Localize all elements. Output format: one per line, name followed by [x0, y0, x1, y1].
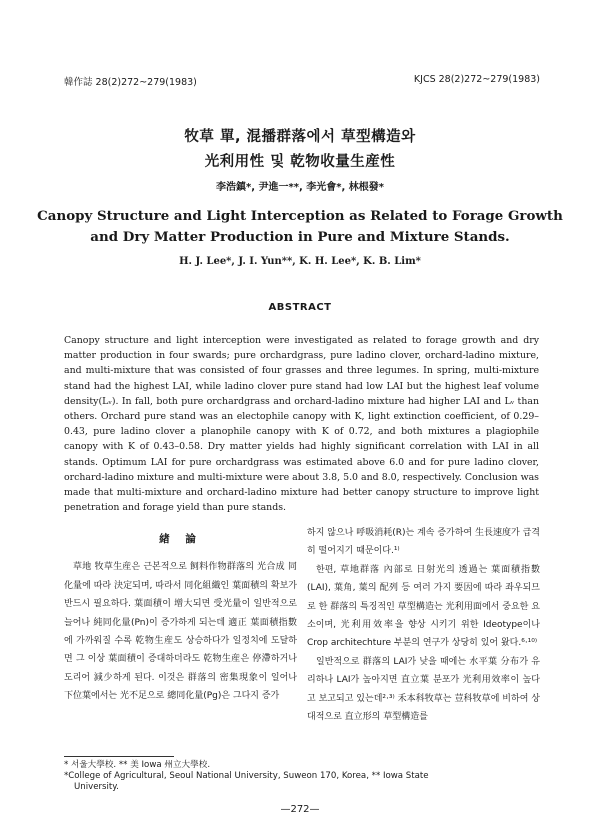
footnotes: [64, 760, 504, 793]
footnote-english-affiliation-cont: University.: [74, 782, 119, 792]
korean-title-line-1: 牧草 單, 混播群落에서 草型構造와: [184, 129, 416, 145]
right-column: [307, 524, 540, 726]
korean-title-line-2: 光利用性 및 乾物收量生産性: [204, 154, 396, 170]
english-title-line-1: Canopy Structure and Light Interception as Related to Forage Growth: [37, 208, 563, 224]
page-number: —272—: [280, 804, 320, 815]
introduction-heading: 緖 論: [159, 533, 202, 545]
abstract-heading: ABSTRACT: [268, 302, 332, 313]
right-paragraph-2: 일반적으로 群落의 LAI가 낮을 때에는 水平葉 分布가 유리하나 LAI가 높아지면 直立葉 분포가 光利用效率이 높다고 보고되고 있는데²·³⁾ 禾本科牧草는 荳科牧草에 비하여 상대적으로 直立形의 草型構造를: [307, 656, 540, 723]
right-paragraph-1: 한편, 草地群落 內部로 日射光의 透過는 葉面積指數(LAI), 葉角, 葉의 配列 등 여러 가지 要因에 따라 좌우되므로 한 群落의 특징적인 草型構造는 光利用面에서 중요한 요소이며, 光利用效率을 향상 시키기 위한 Ideotype이나 Crop architechture 부분의 연구가 상당히 있어 왔다.⁶·¹⁰⁾: [307, 564, 540, 649]
abstract-body: Canopy structure and light interception were investigated as related to forage growth and dry matter production in four swards; pure orchardgrass, pure ladino clover, orchard-ladino mixture, and multi-mixture that was consisted of four grasses and three legumes. In spring, multi-mixture stand had the highest LAI, while ladino clover pure stand had low LAI but the highest leaf volume density(Lᵥ). In fall, both pure orchardgrass and orchard-ladino mixture had higher LAI and Lᵥ than others. Orchard pure stand was an electophile canopy with K, light extinction coefficient, of 0.29–0.43, pure ladino clover a planophile canopy with K of 0.72, and both mixtures a plagiophile canopy with K of 0.43–0.58. Dry matter yields had highly significant correlation with LAI in all stands. Optimum LAI for pure orchardgrass was estimated above 6.0 and for pure ladino clover, orchard-ladino mixture and multi-mixture were about 3.8, 5.0 and 8.0, respectively. Conclusion was made that multi-mixture and orchard-ladino mixture had better canopy structure to improve light penetration and forage yield than pure stands.: [64, 335, 539, 514]
english-authors: H. J. Lee*, J. I. Yun**, K. H. Lee*, K. B. Lim*: [179, 256, 421, 267]
right-paragraph-continued: 하지 않으나 呼吸消耗(R)는 계속 증가하여 生長速度가 급격히 떨어지기 때문이다.¹⁾: [307, 528, 540, 557]
footnote-divider: [64, 756, 174, 757]
footnote-korean-affiliation: * 서울大學校. ** 美 Iowa 州立大學校.: [64, 760, 211, 770]
journal-citation-english: KJCS 28(2)272~279(1983): [413, 74, 540, 85]
korean-authors: 李浩鎮*, 尹進一**, 李光會*, 林根發*: [216, 182, 384, 193]
footnote-english-affiliation: *College of Agricultural, Seoul National University, Suweon 170, Korea, ** Iowa State: [64, 771, 429, 781]
journal-citation-korean: 韓作誌 28(2)272~279(1983): [64, 77, 197, 88]
left-column: [64, 530, 297, 706]
left-paragraph-1: 草地 牧草生産은 근본적으로 飼料作物群落의 光合成 同化量에 따라 決定되며, 따라서 同化組織인 葉面積의 확보가 반드시 필요하다. 葉面積이 增大되면 受光量이 일반적으로 늘어나 純同化量(Pn)이 증가하게 되는데 適正 葉面積指數에 가까워질 수록 乾物生産도 상승하다가 일정치에 도달하면 그 이상 葉面積이 증대하더라도 乾物生産은 停滯하거나 도리어 減少하게 된다. 이것은 群落의 密集現象이 일어나 下位葉에서는 光不足으로 總同化量(Pg)은 그다지 증가: [64, 562, 297, 702]
english-title-line-2: and Dry Matter Production in Pure and Mixture Stands.: [90, 229, 510, 245]
